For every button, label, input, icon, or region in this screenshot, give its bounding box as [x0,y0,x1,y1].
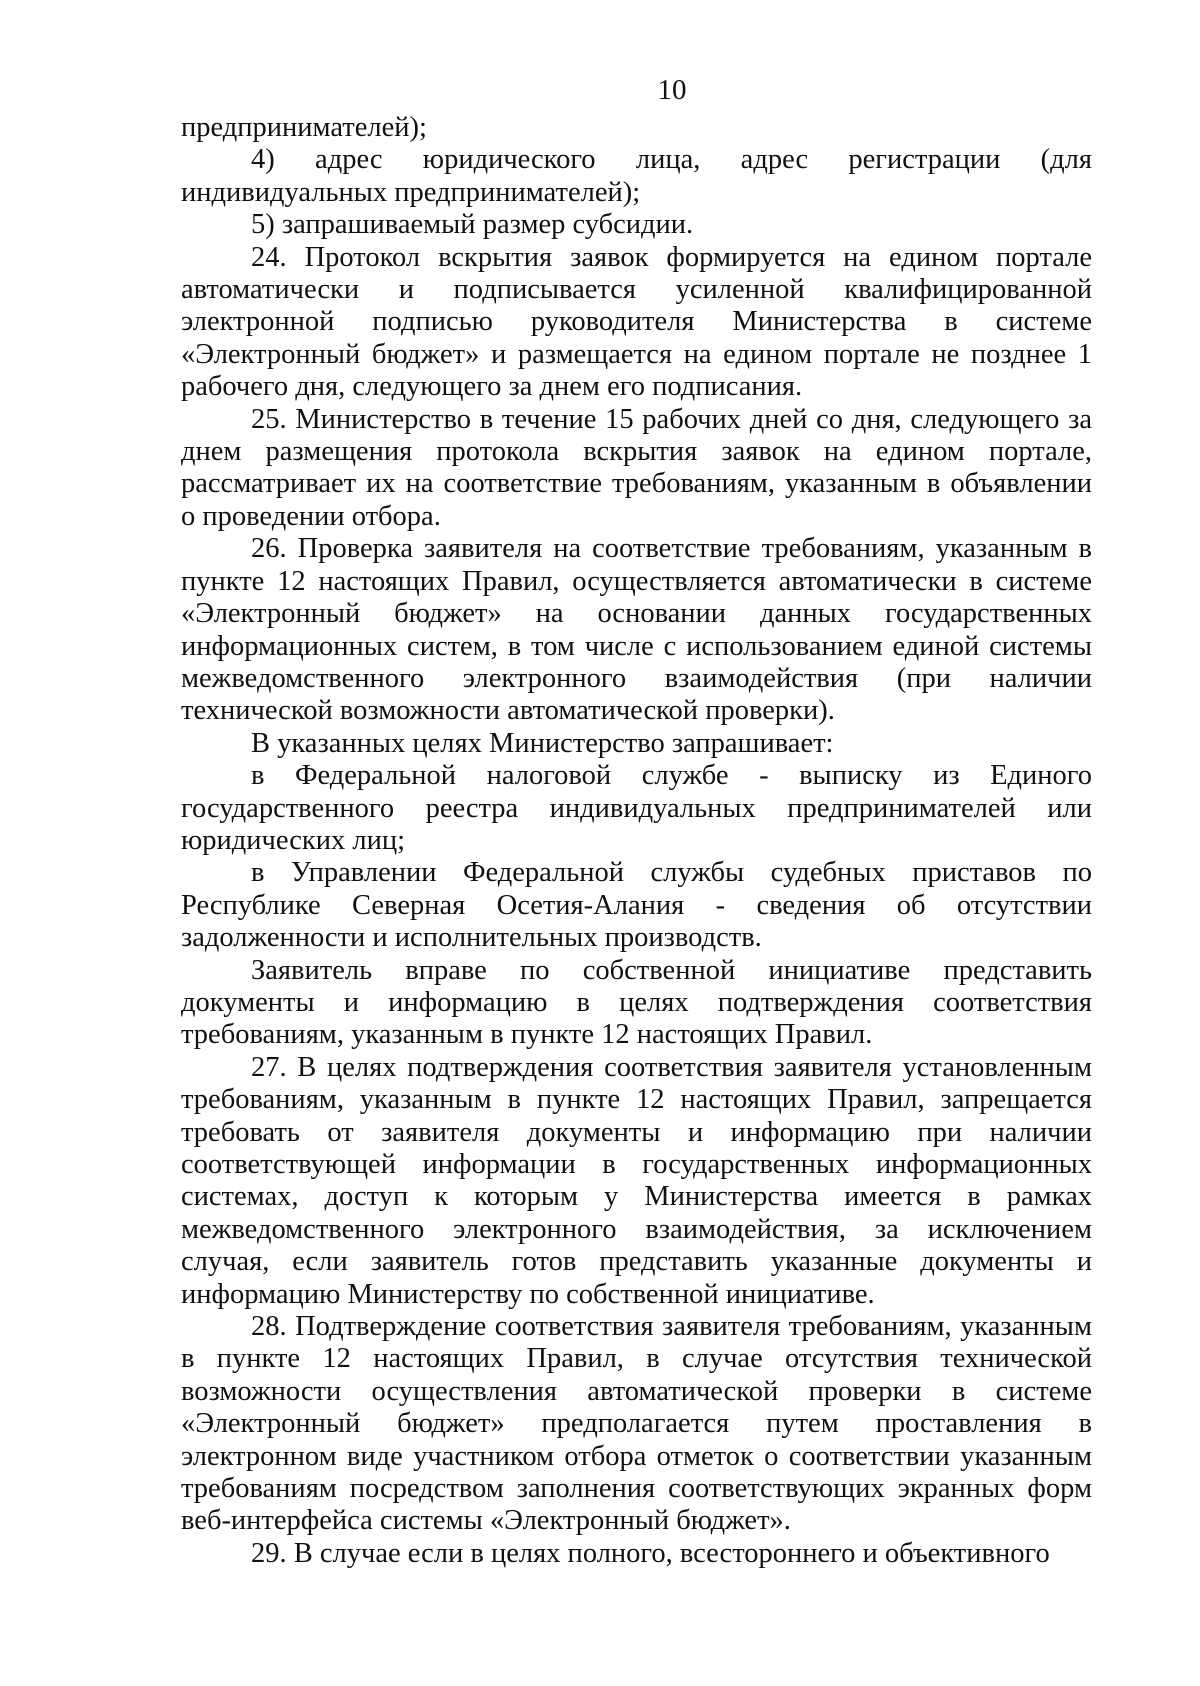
clause-26-applicant-right: Заявитель вправе по собственной инициативе представить документы и информацию в целях подтверждения соответствия требованиям, указанным в пункте 12 настоящих Правил. [181,954,1092,1051]
clause-26: 26. Проверка заявителя на соответствие требованиям, указанным в пункте 12 настоящих Правил, осуществляется автоматически в системе «Электронный бюджет» на основании данных государственных информационных систем, в том числе с использованием единой системы межведомственного электронного взаимодействия (при наличии технической возможности автоматической проверки). [181,533,1092,727]
clause-24: 24. Протокол вскрытия заявок формируется на едином портале автоматически и подписывается усиленной квалифицированной электронной подписью руководителя Министерства в системе «Электронный бюджет» и размещается на едином портале не позднее 1 рабочего дня, следующего за днем его подписания. [181,241,1092,403]
clause-29-start: 29. В случае если в целях полного, всестороннего и объективного [251,1537,1050,1569]
clause-26-request-intro: В указанных целях Министерство запрашивает: [251,727,834,759]
clause-28: 28. Подтверждение соответствия заявителя требованиям, указанным в пункте 12 настоящих Правил, в случае отсутствия технической возможности осуществления автоматической проверки в системе «Электронный бюджет» предполагается путем проставления в электронном виде участником отбора отметок о соответствии указанным требованиям посредством заполнения соответствующих экранных форм веб-интерфейса системы «Электронный бюджет». [181,1311,1092,1537]
document-body [181,112,1092,1570]
list-item-4: 4) адрес юридического лица, адрес регистрации (для индивидуальных предпринимателей); [181,144,1092,208]
clause-26-request-bailiff-service: в Управлении Федеральной службы судебных приставов по Республике Северная Осетия-Алания - сведения об отсутствии задолженности и исполнительных производств. [181,857,1092,954]
list-item-5: 5) запрашиваемый размер субсидии. [251,209,694,241]
clause-25: 25. Министерство в течение 15 рабочих дней со дня, следующего за днем размещения протокола вскрытия заявок на едином портале, рассматривает их на соответствие требованиям, указанным в объявлении о проведении отбора. [181,403,1092,532]
page-number: 10 [657,74,687,106]
clause-27: 27. В целях подтверждения соответствия заявителя установленным требованиям, указанным в пункте 12 настоящих Правил, запрещается требовать от заявителя документы и информацию при наличии соответствующей информации в государственных информационных системах, доступ к которым у Министерства имеется в рамках межведомственного электронного взаимодействия, за исключением случая, если заявитель готов представить указанные документы и информацию Министерству по собственной инициативе. [181,1051,1092,1310]
paragraph-continuation: предпринимателей); [181,112,427,143]
clause-26-request-tax-service: в Федеральной налоговой службе - выписку из Единого государственного реестра индивидуальных предпринимателей или юридических лиц; [181,760,1092,856]
